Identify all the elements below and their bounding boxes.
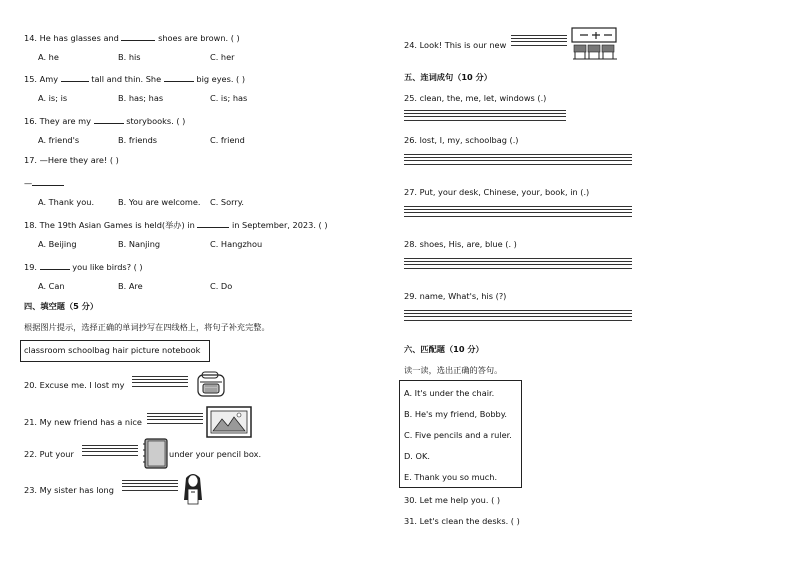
four-line-grid[interactable] (147, 413, 203, 426)
four-line-grid[interactable] (404, 258, 632, 271)
four-line-grid[interactable] (404, 310, 632, 323)
question-24: 24. Look! This is our new (404, 40, 507, 50)
q19-option-c[interactable]: C. Do (210, 281, 233, 291)
question-27: 27. Put, your desk, Chinese, your, book, in (.) (404, 187, 590, 197)
answer-blank[interactable] (164, 72, 194, 82)
answer-blank[interactable] (40, 260, 70, 270)
classroom-icon (570, 27, 622, 61)
q19-option-a[interactable]: A. Can (38, 281, 65, 291)
q16-option-a[interactable]: A. friend's (38, 135, 80, 145)
four-line-grid[interactable] (511, 35, 567, 48)
q14-option-a[interactable]: A. he (38, 52, 59, 62)
question-16: 16. They are my storybooks. ( ) (24, 116, 186, 126)
section-4-instruction: 根据图片提示，选择正确的单词抄写在四线格上，将句子补充完整。 (24, 322, 270, 332)
answer-options-box (399, 380, 522, 488)
q18-option-a[interactable]: A. Beijing (38, 239, 77, 249)
q16-option-b[interactable]: B. friends (118, 135, 158, 145)
four-line-grid[interactable] (132, 376, 188, 389)
question-21: 21. My new friend has a nice (24, 417, 142, 427)
q18-option-c[interactable]: C. Hangzhou (210, 239, 263, 249)
question-19: 19. you like birds? ( ) (24, 262, 143, 272)
q16-option-c[interactable]: C. friend (210, 135, 245, 145)
answer-option-e: E. Thank you so much. (404, 472, 498, 482)
question-28: 28. shoes, His, are, blue (. ) (404, 239, 517, 249)
answer-option-a: A. It's under the chair. (404, 388, 495, 398)
answer-option-b: B. He's my friend, Bobby. (404, 409, 508, 419)
question-29: 29. name, What's, his (?) (404, 291, 507, 301)
question-25: 25. clean, the, me, let, windows (.) (404, 93, 547, 103)
q18-option-b[interactable]: B. Nanjing (118, 239, 161, 249)
answer-option-c: C. Five pencils and a ruler. (404, 430, 512, 440)
q17-option-a[interactable]: A. Thank you. (38, 197, 95, 207)
notebook-icon (143, 438, 169, 470)
q19-option-b[interactable]: B. Are (118, 281, 143, 291)
answer-blank[interactable] (197, 218, 229, 228)
section-6-title: 六、匹配题（10 分） (404, 344, 484, 354)
word-bank-box (20, 340, 210, 362)
q15-option-c[interactable]: C. is; has (210, 93, 248, 103)
word-bank: classroom schoolbag hair picture notebook (24, 345, 201, 355)
q14-option-c[interactable]: C. her (210, 52, 235, 62)
answer-option-d: D. OK. (404, 451, 430, 461)
section-6-instruction: 读一读，选出正确的答句。 (404, 365, 503, 375)
picture-icon (206, 405, 254, 439)
answer-blank[interactable] (61, 72, 89, 82)
four-line-grid[interactable] (404, 206, 632, 219)
question-22-end: under your pencil box. (169, 449, 262, 459)
question-20: 20. Excuse me. I lost my (24, 380, 125, 390)
q17-option-b[interactable]: B. You are welcome. (118, 197, 201, 207)
q14-option-b[interactable]: B. his (118, 52, 141, 62)
four-line-grid[interactable] (82, 445, 138, 458)
question-15: 15. Amy tall and thin. She big eyes. ( ) (24, 74, 246, 84)
section-5-title: 五、连词成句（10 分） (404, 72, 492, 82)
question-30: 30. Let me help you. ( ) (404, 495, 501, 505)
answer-blank[interactable] (121, 31, 155, 41)
answer-blank[interactable] (94, 114, 124, 124)
schoolbag-icon (194, 370, 230, 398)
question-22: 22. Put your (24, 449, 74, 459)
four-line-grid[interactable] (122, 480, 178, 493)
answer-blank[interactable] (32, 176, 64, 186)
question-26: 26. lost, I, my, schoolbag (.) (404, 135, 519, 145)
question-18: 18. The 19th Asian Games is held(举办) in in September, 2023. ( ) (24, 220, 328, 230)
section-4-title: 四、填空题（5 分） (24, 301, 99, 311)
question-17: 17. —Here they are! ( ) (24, 155, 119, 165)
q15-option-a[interactable]: A. is; is (38, 93, 68, 103)
q17-option-c[interactable]: C. Sorry. (210, 197, 244, 207)
four-line-grid[interactable] (404, 154, 632, 167)
question-31: 31. Let's clean the desks. ( ) (404, 516, 520, 526)
question-17-reply: — (24, 176, 64, 189)
q15-option-b[interactable]: B. has; has (118, 93, 164, 103)
long-hair-girl-icon (180, 470, 206, 506)
question-14: 14. He has glasses and shoes are brown. ( ) (24, 33, 240, 43)
four-line-grid[interactable] (404, 110, 566, 123)
question-23: 23. My sister has long (24, 485, 114, 495)
